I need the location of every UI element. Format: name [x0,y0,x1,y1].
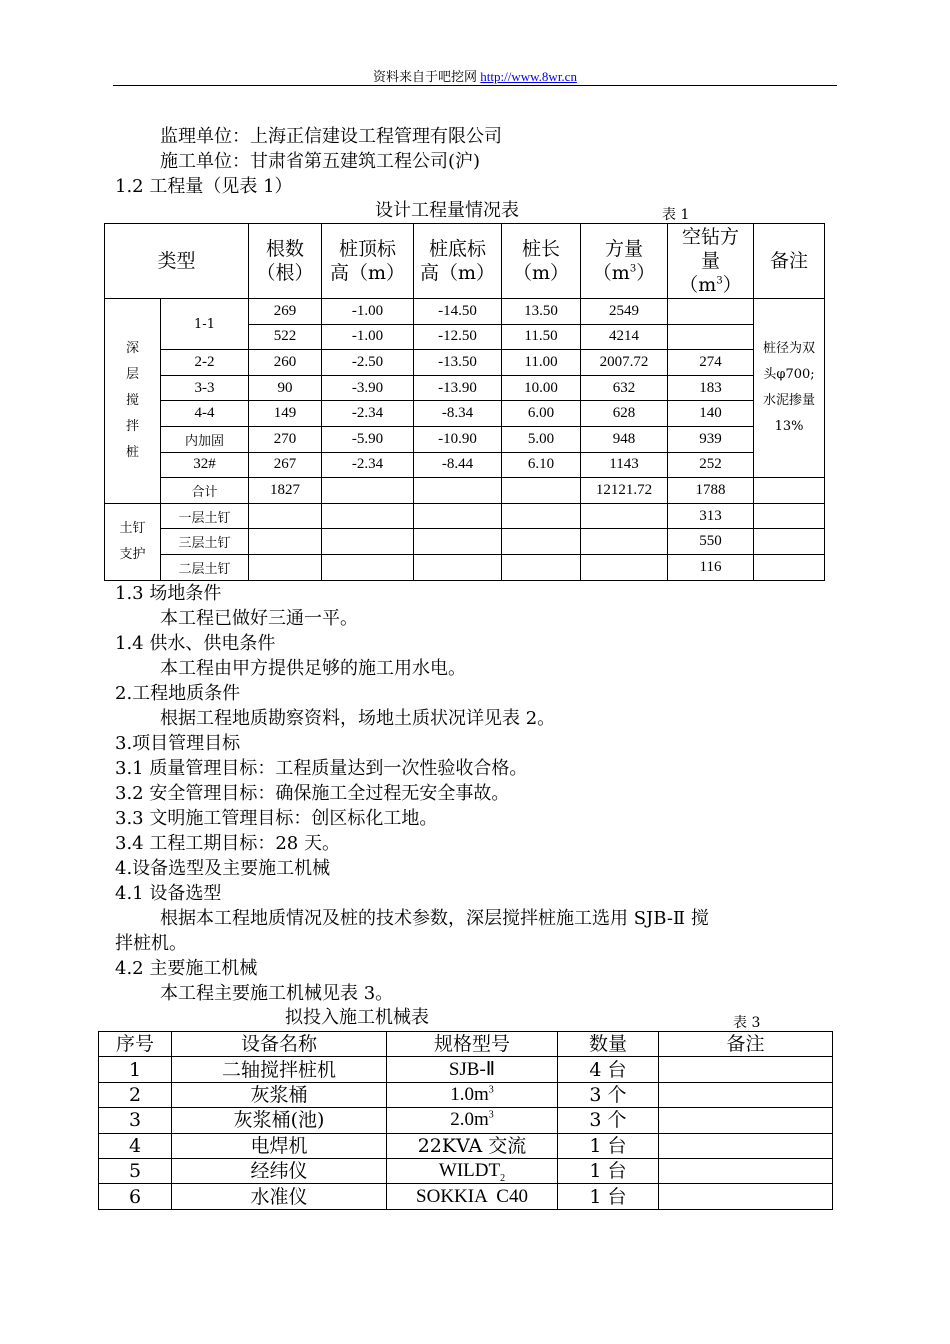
header-divider [113,85,837,86]
section-1-3-text: 本工程已做好三通一平。 [160,608,358,629]
section-4-2-text: 本工程主要施工机械见表 3。 [160,983,394,1004]
col-type: 类型 [105,224,249,299]
col-remark: 备注 [659,1032,833,1057]
table-row: 土钉支护 一层土钉 313 [105,503,825,529]
table-row: 内加固 270 -5.90 -10.90 5.00 948 939 [105,426,825,452]
col-empty-drill: 空钻方 量 $(m^3)$ [668,224,754,299]
table-row: 三层土钉 550 [105,529,825,555]
table1-caption: 设计工程量情况表 [375,200,519,221]
section-4-1-heading: 4.1 设备选型 [115,883,222,904]
section-3-1: 3.1 质量管理目标：工程质量达到一次性验收合格。 [115,758,528,779]
section-4-2-heading: 4.2 主要施工机械 [115,958,258,979]
section-4-1-text-b: 拌桩机。 [115,933,187,954]
table3-label: 表 3 [733,1015,761,1031]
section-4-heading: 4.设备选型及主要施工机械 [115,858,331,879]
design-quantity-table [104,223,825,581]
table-row: 32# 267 -2.34 -8.44 6.10 1143 252 [105,452,825,478]
section-3-3: 3.3 文明施工管理目标：创区标化工地。 [115,808,438,829]
remark-note: 桩径为双头φ700;水泥掺量 13% [754,299,825,478]
section-2-text: 根据工程地质勘察资料，场地土质状况详见表 2。 [160,708,556,729]
section-2-heading: 2.工程地质条件 [115,683,241,704]
section-3-2: 3.2 安全管理目标：确保施工全过程无安全事故。 [115,783,510,804]
table-row: 5 经纬仪 $WILDT_2$ 1 台 [99,1158,833,1183]
col-length: 桩长 （m） [502,224,581,299]
table3-header-row [99,1032,833,1057]
table-row: 二层土钉 116 [105,554,825,580]
section-3-4: 3.4 工程工期目标：28 天。 [115,833,340,854]
section-1-4-text: 本工程由甲方提供足够的施工用水电。 [160,658,466,679]
group-soil-nail: 土钉支护 [105,503,161,580]
row-name: 1-1 [161,299,249,350]
table-row: 522 -1.00 -12.50 11.50 4214 [105,324,825,350]
section-1-2-heading: 1.2 工程量（见表 1） [115,176,293,197]
table-row: 6 水准仪 SOKKIA C40 1 台 [99,1184,833,1209]
machinery-table [98,1031,833,1210]
supervisor-line: 监理单位：上海正信建设工程管理有限公司 [160,126,502,147]
table-row-total: 合计 1827 12121.72 1788 [105,478,825,504]
col-no: 序号 [99,1032,172,1057]
table-row: 深层搅拌桩 1-1 269 -1.00 -14.50 13.50 2549 桩径为双头φ700;水泥掺量 13% [105,299,825,325]
table-row: 3-3 90 -3.90 -13.90 10.00 632 183 [105,375,825,401]
table1-header-row [105,224,825,299]
col-volume: 方量 $(m^3)$ [581,224,668,299]
table-row: 4-4 149 -2.34 -8.34 6.00 628 140 [105,401,825,427]
col-bottom-elevation: 桩底标 高（m） [414,224,502,299]
contractor-line: 施工单位：甘肃省第五建筑工程公司(沪) [160,151,481,172]
col-qty: 数量 [558,1032,659,1057]
header-link[interactable]: http://www.8wr.cn [480,69,577,84]
section-1-4-heading: 1.4 供水、供电条件 [115,633,276,654]
table3-caption: 拟投入施工机械表 [285,1007,429,1028]
table-row: 1 二轴搅拌桩机 SJB-Ⅱ 4 台 [99,1057,833,1082]
header-text: 资料来自于吧挖网 [373,69,481,84]
section-1-3-heading: 1.3 场地条件 [115,583,222,604]
col-equipment-name: 设备名称 [172,1032,387,1057]
col-count: 根数 （根） [249,224,322,299]
section-3-heading: 3.项目管理目标 [115,733,241,754]
table1-label: 表 1 [662,207,690,223]
group-deep-mixing-pile: 深层搅拌桩 [105,299,161,504]
table-row: 4 电焊机 22KVA 交流 1 台 [99,1133,833,1158]
col-model: 规格型号 [387,1032,558,1057]
col-top-elevation: 桩顶标 高（m） [322,224,414,299]
col-remark: 备注 [754,224,825,299]
table-row: 2-2 260 -2.50 -13.50 11.00 2007.72 274 [105,350,825,376]
section-4-1-text-a: 根据本工程地质情况及桩的技术参数，深层搅拌桩施工选用 SJB-Ⅱ 搅 [160,908,709,929]
table-row: 2 灰浆桶 $1.0m^3$ 3 个 [99,1082,833,1107]
table-row: 3 灰浆桶(池) $2.0m^3$ 3 个 [99,1108,833,1133]
page-header [0,66,950,85]
